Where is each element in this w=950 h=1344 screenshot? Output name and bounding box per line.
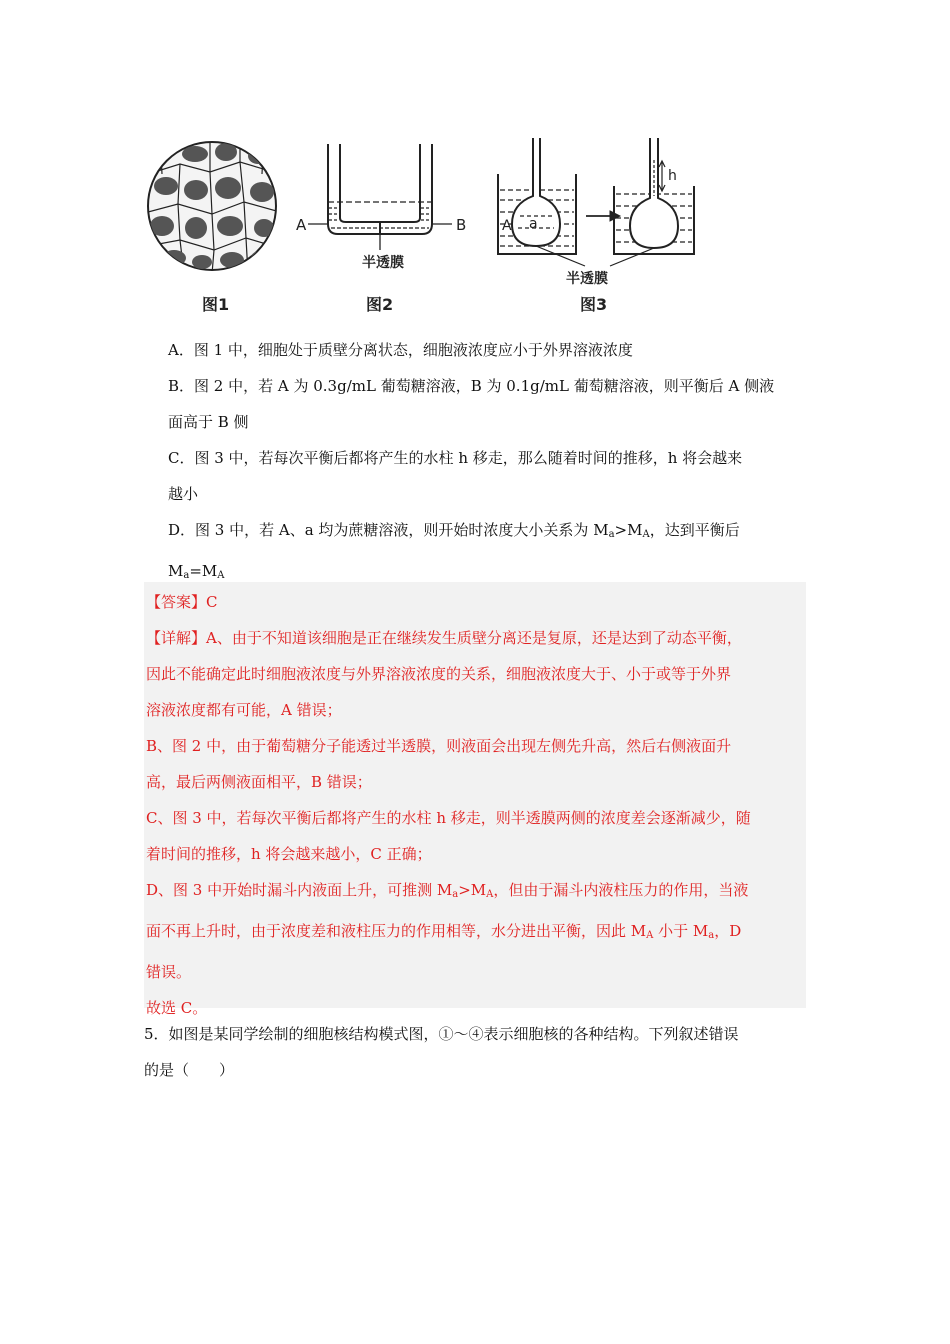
fig3-membrane-label: 半透膜 [566,271,608,287]
option-d-text: D．图 3 中，若 A、a 均为蔗糖溶液，则开始时浓度大小关系为 M [168,521,609,539]
detail-line-1: 【详解】A、由于不知道该细胞是正在继续发生质壁分离还是复原，还是达到了动态平衡， [146,629,742,647]
option-d2-eq: =M [189,562,218,580]
detail-line-6: C、图 3 中，若每次平衡后都将产生的水柱 h 移走，则半透膜两侧的浓度差会逐渐减少，随 [146,809,751,827]
detail-line-7: 着时间的推移，h 将会越来越小，C 正确； [146,845,432,863]
fig2-u-tube-diagram [308,144,452,250]
fig2-caption: 图2 [366,295,394,314]
detail-line-9 [144,913,806,954]
fig2-membrane-label: 半透膜 [362,255,404,271]
detail-line-10: 错误。 [146,963,192,981]
detail-8-pre: D、图 3 中开始时漏斗内液面上升，可推测 M [146,881,453,899]
fig2-label-b: B [456,216,467,234]
option-a: A．图 1 中，细胞处于质壁分离状态，细胞液浓度应小于外界溶液浓度 [168,341,633,359]
detail-line-2: 因此不能确定此时细胞液浓度与外界溶液浓度的关系，细胞液浓度大于、小于或等于外界 [146,665,732,683]
detail-line-8 [144,872,806,913]
option-b-line2: 面高于 B 侧 [168,413,249,431]
answer-line: 【答案】C [146,593,218,611]
detail-8-gt: >M [458,881,487,899]
detail-8-sub-A: A [486,889,494,900]
option-d-sub-a: a [608,529,615,540]
option-d-post: ，达到平衡后 [649,521,740,539]
figure-panel [140,134,700,324]
fig3-label-h: h [668,168,677,184]
conclusion-line: 故选 C。 [146,999,208,1017]
option-d2-sub-a: a [183,570,190,581]
detail-9-sub-a: a [708,930,715,941]
option-c-line2: 越小 [168,485,199,503]
detail-line-3: 溶液浓度都有可能，A 错误； [146,701,342,719]
detail-line-4: B、图 2 中，由于葡萄糖分子能透过半透膜，则液面会出现左侧先升高，然后右侧液面升 [146,737,732,755]
question-5 [144,1016,808,1088]
option-d-gt: >M [614,521,643,539]
option-d-sub-A: A [642,529,650,540]
detail-9-mid: 小于 M [653,922,709,940]
detail-9-sub-A: A [646,930,654,941]
option-d2-m: M [168,562,184,580]
option-d-line1 [168,512,808,553]
option-b-line1: B．图 2 中，若 A 为 0.3g/mL 葡萄糖溶液，B 为 0.1g/mL 葡萄糖溶液，则平衡后 A 侧液 [168,377,775,395]
detail-9-pre: 面不再上升时，由于浓度差和液柱压力的作用相等，水分进出平衡，因此 M [146,922,647,940]
fig1-caption: 图1 [202,295,230,314]
answer-explanation-box [144,582,806,1017]
detail-line-5: 高，最后两侧液面相平，B 错误； [146,773,372,791]
detail-8-sub-a: a [452,889,459,900]
detail-9-post: ，D [714,922,742,940]
option-d2-sub-A: A [217,570,225,581]
detail-8-post: ，但由于漏斗内液柱压力的作用，当液 [493,881,749,899]
fig3-caption: 图3 [580,295,608,314]
question-5-line1: 5．如图是某同学绘制的细胞核结构模式图，①～④表示细胞核的各种结构。下列叙述错误 [144,1025,739,1043]
fig2-label-a: A [296,216,307,234]
fig3-label-a-upper: A [502,218,512,234]
question-5-line2: 的是（ ） [144,1061,235,1079]
fig1-cells-diagram [148,134,280,274]
fig3-osmosis-diagram [498,138,694,266]
fig3-label-a-lower: a [529,216,538,232]
answer-options [168,332,808,594]
option-c-line1: C．图 3 中，若每次平衡后都将产生的水柱 h 移走，那么随着时间的推移，h 将会越来 [168,449,743,467]
